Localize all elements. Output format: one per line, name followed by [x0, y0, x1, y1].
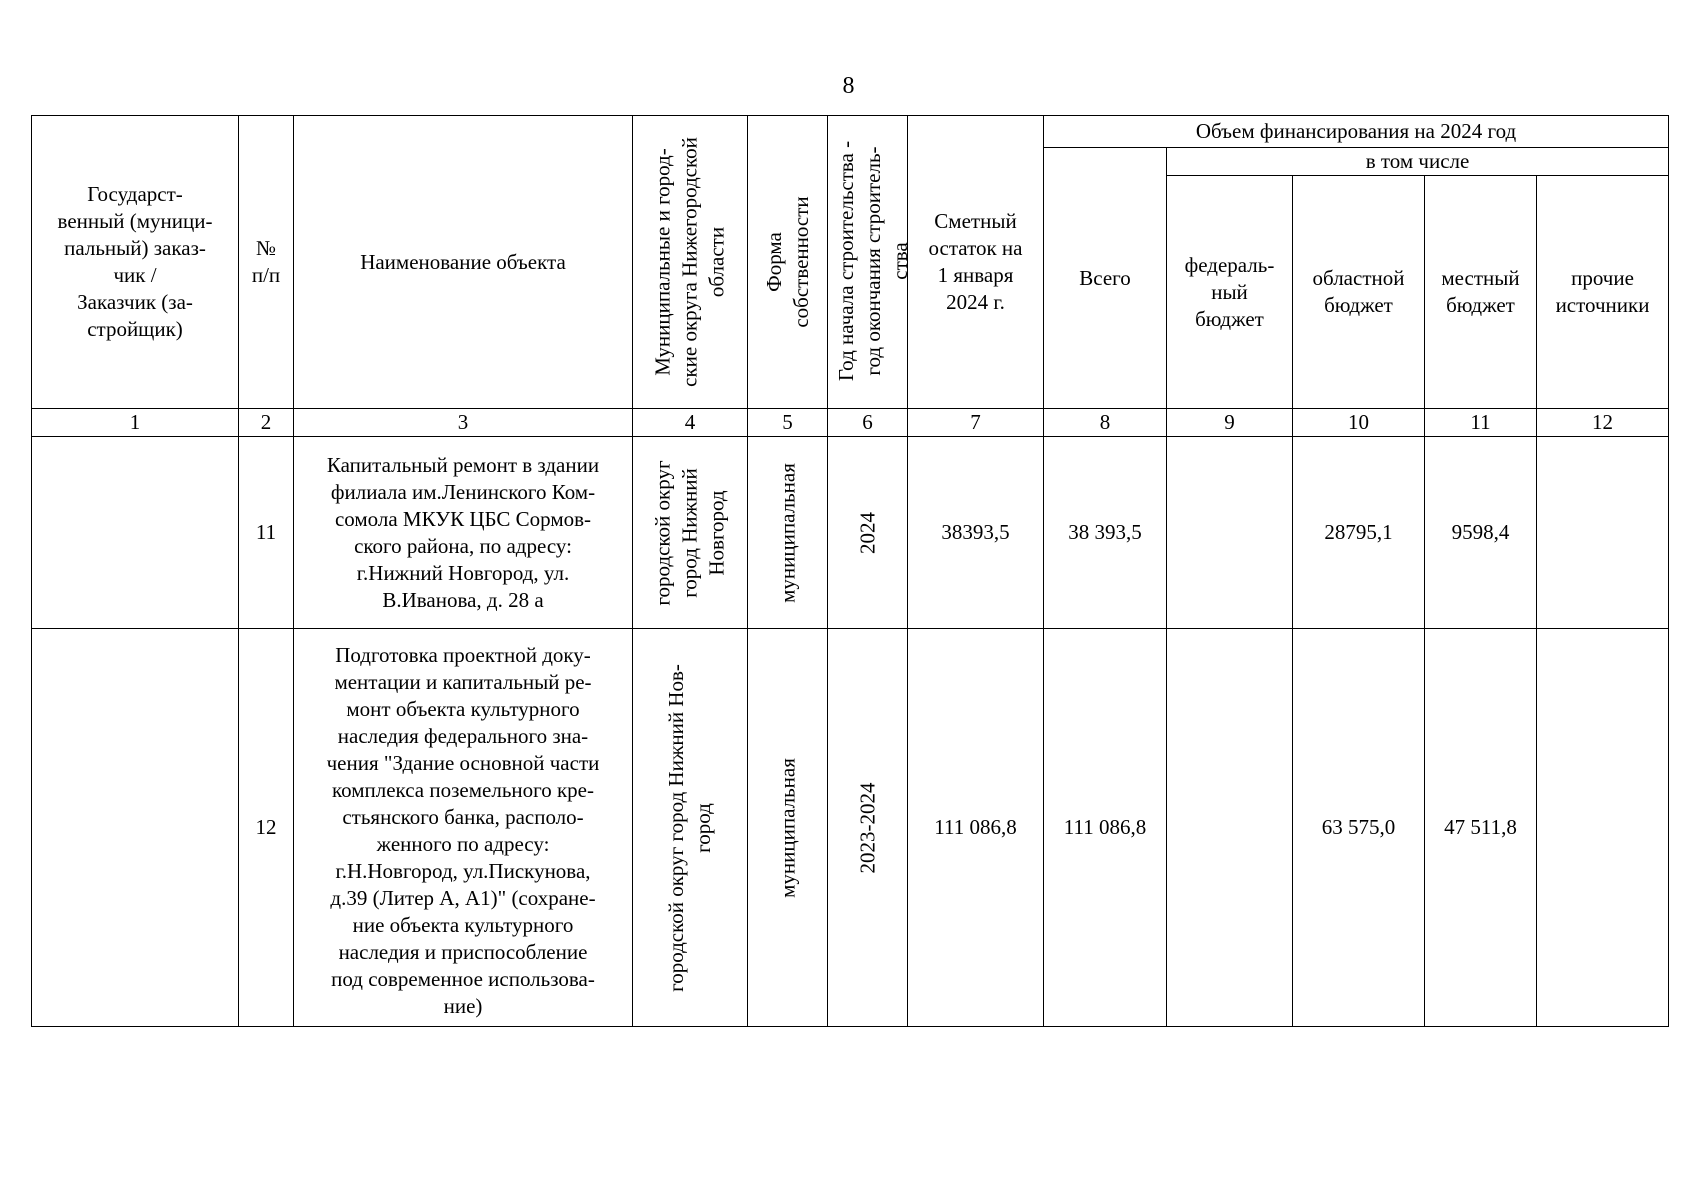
column-number: 10 — [1293, 409, 1425, 437]
cell-construction-years: 2024 — [828, 437, 908, 629]
table-row — [32, 629, 1669, 1027]
page-number: 8 — [842, 73, 855, 99]
header-local-budget: местный бюджет — [1425, 176, 1537, 409]
header-customer — [32, 116, 239, 409]
cell-local: 9598,4 — [1425, 437, 1537, 629]
header-customer-text: Государст- венный (муници- пальный) заказ- чик / Заказчик (за- стройщик) — [57, 182, 213, 341]
cell-local: 47 511,8 — [1425, 629, 1537, 1027]
header-municipality — [633, 116, 748, 409]
cell-ownership: муниципальная — [748, 437, 828, 629]
cell-municipality-text: городской округ город Нижний Нов- город — [664, 663, 715, 992]
cell-estimate: 111 086,8 — [908, 629, 1044, 1027]
cell-other — [1537, 437, 1669, 629]
column-number: 12 — [1537, 409, 1669, 437]
header-construction-years-text: Год начала строительства - год окончания строитель- ства — [833, 140, 912, 382]
header-funding-group: Объем финансирования на 2024 год — [1044, 116, 1669, 148]
column-number: 3 — [294, 409, 633, 437]
cell-row-number: 12 — [239, 629, 294, 1027]
column-number: 8 — [1044, 409, 1167, 437]
column-number: 7 — [908, 409, 1044, 437]
column-number: 6 — [828, 409, 908, 437]
cell-object-name: Капитальный ремонт в здании филиала им.Ленинского Ком- сомола МКУК ЦБС Сормов- ского района, по адресу: г.Нижний Новгород, ул. В.Иванова, д. 28 а — [294, 437, 633, 629]
cell-municipality — [633, 629, 748, 1027]
cell-regional: 63 575,0 — [1293, 629, 1425, 1027]
financing-table — [31, 115, 1669, 1027]
cell-regional: 28795,1 — [1293, 437, 1425, 629]
cell-construction-years: 2023-2024 — [828, 629, 908, 1027]
cell-customer — [32, 437, 239, 629]
header-row-top — [32, 116, 1669, 148]
header-other-sources: прочие источники — [1537, 176, 1669, 409]
cell-other — [1537, 629, 1669, 1027]
table-row — [32, 437, 1669, 629]
column-number: 5 — [748, 409, 828, 437]
cell-row-number: 11 — [239, 437, 294, 629]
column-number: 4 — [633, 409, 748, 437]
header-row-number: № п/п — [239, 116, 294, 409]
column-number: 11 — [1425, 409, 1537, 437]
header-including: в том числе — [1167, 148, 1669, 176]
column-number: 1 — [32, 409, 239, 437]
header-regional-budget: областной бюджет — [1293, 176, 1425, 409]
cell-municipality-text: городской округ город Нижний Новгород — [650, 459, 729, 606]
cell-municipality — [633, 437, 748, 629]
header-federal-budget: федераль- ный бюджет — [1167, 176, 1293, 409]
cell-estimate: 38393,5 — [908, 437, 1044, 629]
header-estimate: Сметный остаток на 1 января 2024 г. — [908, 116, 1044, 409]
header-total: Всего — [1044, 148, 1167, 409]
cell-customer — [32, 629, 239, 1027]
header-ownership — [748, 116, 828, 409]
cell-federal — [1167, 437, 1293, 629]
cell-total: 38 393,5 — [1044, 437, 1167, 629]
column-number: 2 — [239, 409, 294, 437]
header-object-name: Наименование объекта — [294, 116, 633, 409]
cell-total: 111 086,8 — [1044, 629, 1167, 1027]
header-ownership-text: Форма собственности — [761, 196, 813, 328]
cell-ownership: муниципальная — [748, 629, 828, 1027]
column-number-row — [32, 409, 1669, 437]
header-construction-years — [828, 116, 912, 409]
cell-object-name: Подготовка проектной доку- ментации и капитальный ре- монт объекта культурного наследия федерального зна- чения "Здание основной части комплекса поземельного кре- стьянского банка, располо- женного по адресу: г.Н.Новгород, ул.Пискунова, д.39 (Литер А, А1)" (сохране- ние объекта культурного наследия и приспособление под современное использова- ние) — [294, 629, 633, 1027]
column-number: 9 — [1167, 409, 1293, 437]
cell-federal — [1167, 629, 1293, 1027]
header-municipality-text: Муниципальные и город- ские округа Нижегородской области — [650, 137, 729, 387]
